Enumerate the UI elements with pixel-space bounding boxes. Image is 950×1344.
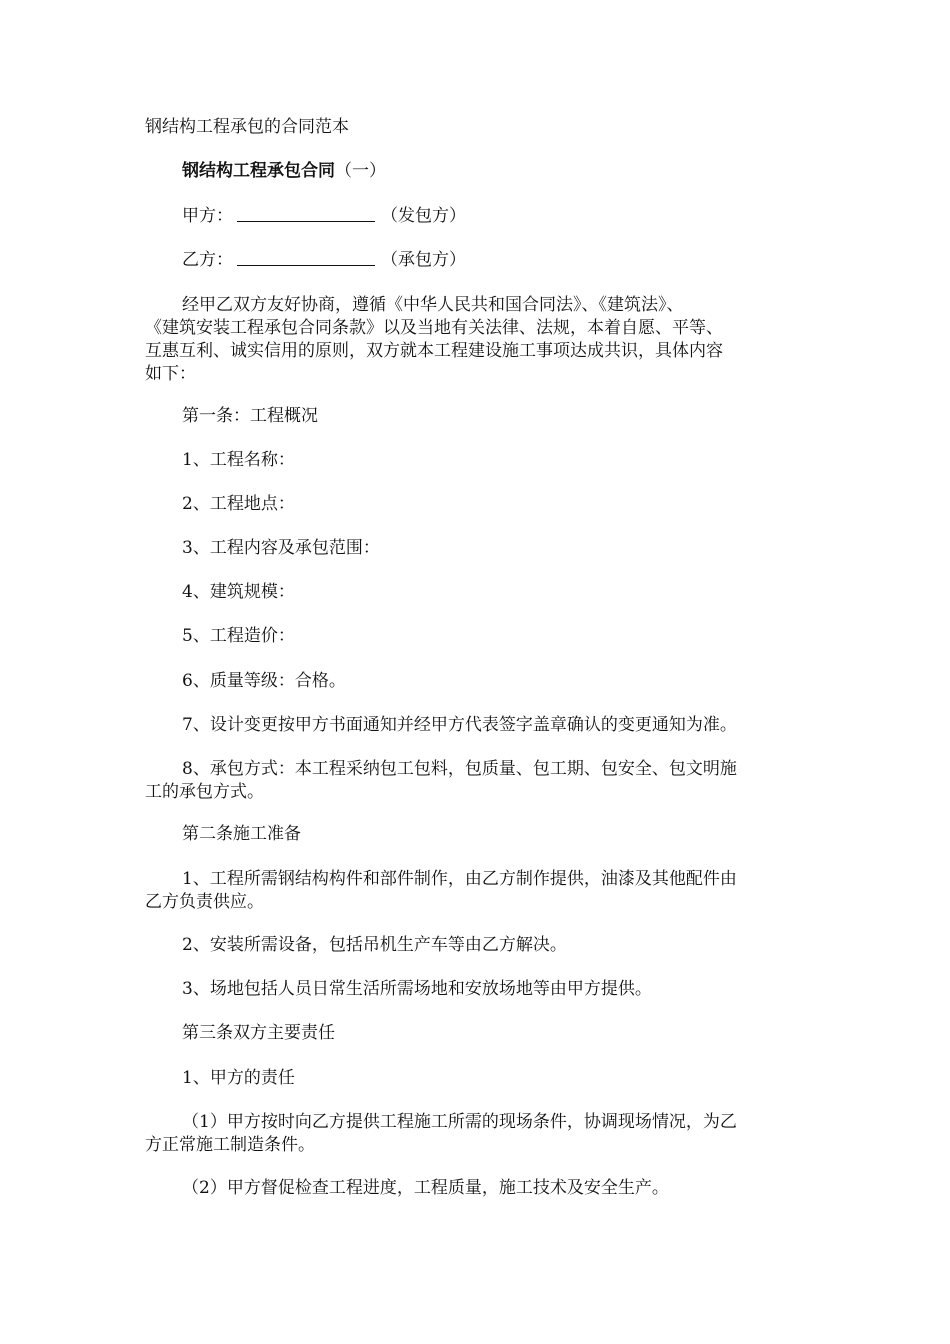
party-b-label: 乙方：	[182, 250, 233, 270]
party-a-label: 甲方：	[182, 206, 233, 226]
article-1-item-5: 5、工程造价：	[182, 626, 295, 646]
party-a-role: （发包方）	[381, 206, 466, 226]
article-1-item-8-line-2: 工的承包方式。	[145, 782, 264, 802]
article-1-item-4: 4、建筑规模：	[182, 582, 295, 602]
article-1-item-6: 6、质量等级：合格。	[182, 671, 346, 691]
article-2-item-2: 2、安装所需设备，包括吊机生产车等由乙方解决。	[182, 935, 567, 955]
article-1-item-7: 7、设计变更按甲方书面通知并经甲方代表签字盖章确认的变更通知为准。	[182, 715, 737, 735]
intro-line-4: 如下：	[145, 364, 196, 384]
article-3-sub-1: 1、甲方的责任	[182, 1068, 295, 1088]
contract-title-suffix: （一）	[335, 161, 386, 181]
intro-line-2: 《建筑安装工程承包合同条款》以及当地有关法律、法规，本着自愿、平等、	[145, 318, 723, 338]
intro-line-1: 经甲乙双方友好协商，遵循《中华人民共和国合同法》、《建筑法》、	[182, 295, 684, 315]
article-2-heading: 第二条施工准备	[182, 824, 301, 844]
article-2-item-3: 3、场地包括人员日常生活所需场地和安放场地等由甲方提供。	[182, 979, 652, 999]
contract-title-main: 钢结构工程承包合同	[182, 161, 335, 181]
article-1-item-8-line-1: 8、承包方式：本工程采纳包工包料，包质量、包工期、包安全、包文明施	[182, 759, 737, 779]
article-3-sub-1-item-1-line-2: 方正常施工制造条件。	[145, 1135, 315, 1155]
document-title: 钢结构工程承包的合同范本	[145, 117, 349, 137]
article-2-item-1-line-2: 乙方负责供应。	[145, 892, 264, 912]
party-b-role: （承包方）	[381, 250, 466, 270]
party-a-line	[182, 204, 466, 228]
article-1-item-3: 3、工程内容及承包范围：	[182, 538, 380, 558]
article-1-item-2: 2、工程地点：	[182, 494, 295, 514]
party-a-blank	[237, 207, 375, 222]
article-3-heading: 第三条双方主要责任	[182, 1023, 335, 1043]
article-3-sub-1-item-2: （2）甲方督促检查工程进度，工程质量，施工技术及安全生产。	[182, 1178, 669, 1198]
article-1-heading: 第一条：工程概况	[182, 406, 318, 426]
party-b-line	[182, 248, 466, 272]
article-1-item-1: 1、工程名称：	[182, 450, 295, 470]
intro-line-3: 互惠互利、诚实信用的原则，双方就本工程建设施工事项达成共识，具体内容	[145, 341, 723, 361]
party-b-blank	[237, 251, 375, 266]
contract-title	[182, 159, 386, 183]
article-3-sub-1-item-1-line-1: （1）甲方按时向乙方提供工程施工所需的现场条件，协调现场情况，为乙	[182, 1112, 737, 1132]
article-2-item-1-line-1: 1、工程所需钢结构构件和部件制作，由乙方制作提供，油漆及其他配件由	[182, 869, 737, 889]
